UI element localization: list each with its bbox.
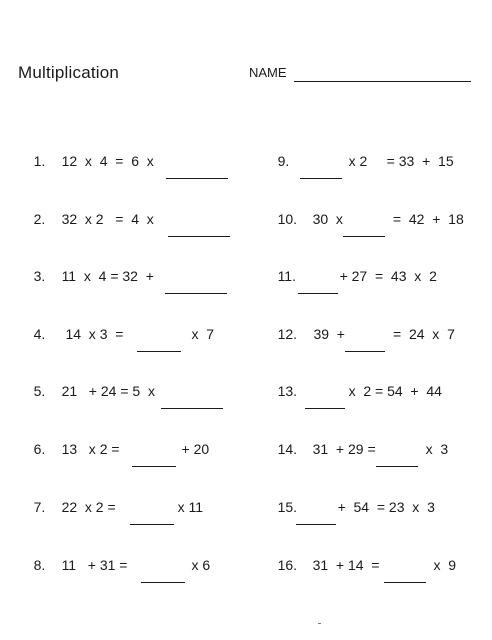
problem-11 — [262, 246, 437, 284]
problem-3 — [18, 246, 227, 284]
answer-blank[interactable] — [168, 217, 230, 237]
problem-expression: 39 + — [309, 326, 345, 342]
problem-expression: 11 + 31 = — [61, 557, 128, 573]
problem-expression: 13 x 2 = — [61, 441, 120, 457]
problem-expression: + 54 = 23 x 3 — [337, 499, 435, 515]
problem-8 — [18, 535, 211, 573]
name-field[interactable] — [294, 81, 471, 82]
answer-blank[interactable] — [166, 159, 228, 179]
problem-expression: 11 x 4 = 32 + — [61, 268, 154, 284]
problem-6 — [18, 419, 210, 457]
answer-blank[interactable] — [376, 447, 418, 467]
problem-5 — [18, 361, 223, 399]
problem-expression: 31 + 14 = — [312, 557, 380, 573]
answer-blank[interactable] — [305, 389, 345, 409]
problem-number: 13. — [277, 383, 298, 399]
problem-4 — [18, 304, 215, 342]
answer-blank[interactable] — [141, 563, 185, 583]
problem-expression-tail: + 20 — [181, 441, 210, 457]
problem-number: 3. — [33, 268, 46, 284]
answer-blank[interactable] — [161, 389, 223, 409]
problem-15 — [262, 477, 435, 515]
worksheet-title: Multiplication — [18, 63, 120, 82]
problem-14 — [262, 419, 449, 457]
answer-blank[interactable] — [137, 332, 181, 352]
problem-expression: 12 x 4 = 6 x — [61, 153, 154, 169]
problem-number: 16. — [277, 557, 298, 573]
problem-number: 6. — [33, 441, 46, 457]
problem-expression-tail: x 6 — [191, 557, 211, 573]
problem-12 — [262, 304, 455, 342]
problem-number: 4. — [33, 326, 46, 342]
problem-expression-tail: = 42 + 18 — [392, 211, 464, 227]
answer-blank[interactable] — [132, 447, 176, 467]
problem-expression: 30 x — [312, 211, 343, 227]
problem-expression: 31 + 29 = — [312, 441, 376, 457]
problem-number: 5. — [33, 383, 46, 399]
problem-expression-tail: x 9 — [433, 557, 457, 573]
problem-9 — [262, 131, 454, 169]
problem-7 — [18, 477, 204, 515]
answer-blank[interactable] — [300, 159, 342, 179]
problem-expression-tail: x 3 — [425, 441, 449, 457]
problem-expression-tail: = 24 x 7 — [392, 326, 455, 342]
answer-blank[interactable] — [345, 332, 385, 352]
answer-blank[interactable] — [296, 505, 336, 525]
problem-16 — [262, 535, 457, 573]
problem-expression: 21 + 24 = 5 x — [61, 383, 155, 399]
answer-blank[interactable] — [298, 274, 338, 294]
problem-expression-tail: x 7 — [191, 326, 215, 342]
problem-number: 1. — [33, 153, 46, 169]
answer-blank[interactable] — [165, 274, 227, 294]
answer-blank[interactable] — [343, 217, 385, 237]
name-label: NAME — [249, 65, 287, 80]
problem-number: 9. — [277, 153, 290, 169]
problem-expression: 14 x 3 = — [61, 326, 124, 342]
problem-13 — [262, 361, 442, 399]
problem-number: 14. — [277, 441, 298, 457]
problem-number: 7. — [33, 499, 46, 515]
problem-expression: + 27 = 43 x 2 — [339, 268, 437, 284]
problem-10 — [262, 189, 464, 227]
answer-blank[interactable] — [130, 505, 174, 525]
problem-expression: x 2 = 54 + 44 — [348, 383, 442, 399]
problem-expression: x 2 = 33 + 15 — [348, 153, 454, 169]
problem-number: 12. — [277, 326, 298, 342]
problem-number: 11. — [277, 268, 296, 284]
problem-expression: 22 x 2 = — [61, 499, 116, 515]
problem-1 — [18, 131, 228, 169]
answer-blank[interactable] — [384, 563, 426, 583]
footer-mark — [318, 623, 321, 624]
problem-number: 8. — [33, 557, 46, 573]
problem-number: 15. — [277, 499, 298, 515]
problem-number: 2. — [33, 211, 46, 227]
problem-number: 10. — [277, 211, 298, 227]
problem-expression-tail: x 11 — [177, 499, 204, 515]
problem-2 — [18, 189, 230, 227]
problem-expression: 32 x 2 = 4 x — [61, 211, 154, 227]
